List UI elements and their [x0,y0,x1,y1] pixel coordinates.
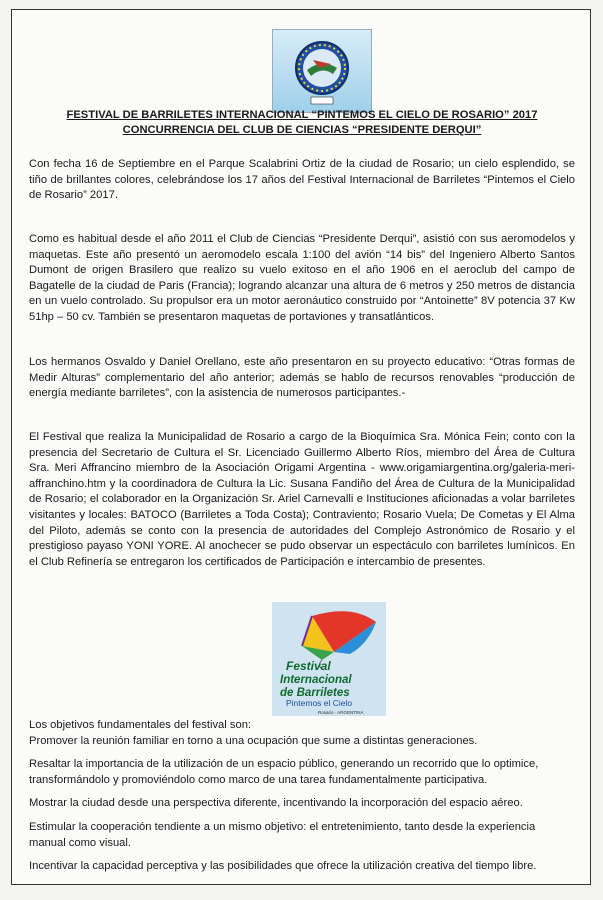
objective-item: Mostrar la ciudad desde una perspectiva diferente, incentivando la incorporación del espacio aéreo. [29,797,523,810]
paragraph-3: Los hermanos Osvaldo y Daniel Orellano, este año presentaron en su proyecto educativo: “Otras formas de Medir Alturas” complementario del año anterior; además se hablo de recursos renovables “producción de energía mediante barriletes”, con la asistencia de numerosos participantes.- [29,356,575,400]
emblem-icon [273,30,371,112]
festival-logo-line-2: Internacional [280,674,352,686]
objective-item: Resaltar la importancia de la utilización de un espacio público, generando un recorrido que lo optimice, transformándolo y promoviéndolo como marco de una tarea fundamentalmente participativa. [29,758,539,786]
paragraph-2: Como es habitual desde el año 2011 el Club de Ciencias “Presidente Derqui”, asistió con sus aeromodelos y maquetas. Este año presentó un aeromodelo escala 1:100 del avión “14 bis” del Ingeniero Alberto Santos Dumont de origen Brasilero que realizo su vuelo exitoso en el año 1906 en el aeroclub del campo de Bagatelle de la ciudad de Paris (Francia); logrando alcanzar una altura de 6 metros y 250 metros de distancia en un vuelo controlado. Su propulsor era un motor aeronáutico construido por “Antoinette” 8V potencia 37 Kw 51hp – 50 cv. También se presentaron maquetas de portaviones y transatlánticos. [29,233,575,323]
kite-icon [272,602,386,716]
paragraph-1: Con fecha 16 de Septiembre en el Parque Scalabrini Ortiz de la ciudad de Rosario; un cielo esplendido, se tiño de brillantes colores, celebrándose los 17 años del Festival Internacional de Barriletes “Pintemos el Cielo de Rosario” 2017. [29,158,575,202]
festival-logo-line-4: Pintemos el Cielo [286,698,353,708]
title-line-1: FESTIVAL DE BARRILETES INTERNACIONAL “PINTEMOS EL CIELO DE ROSARIO” 2017 [66,109,538,121]
festival-logo-line-5: Rosario · ARGENTINA [318,710,364,715]
festival-logo-line-3: de Barriletes [280,687,350,699]
title-line-2: CONCURRENCIA DEL CLUB DE CIENCIAS “PRESIDENTE DERQUI” [122,124,482,136]
paragraph-4: El Festival que realiza la Municipalidad de Rosario a cargo de la Bioquímica Sra. Mónica Fein; conto con la presencia del Secretario de Cultura el Sr. Licenciado Guillermo Alberto Ríos, miembro del Área de Cultura Sra. Meri Affrancino miembro de la Asociación Origami Argentina - www.origamiargentina.org/galeria-meri-affranchino.htm y la coordinadora de Cultura la Lic. Susana Fandiño del Área de Cultura de la Municipalidad de Rosario; el colaborador en la Organización Sr. Ariel Carnevalli e Instituciones aficionadas a volar barriletes visitantes y locales: BATOCO (Barriletes a Toda Costa); Contraviento; Rosario Vuela; De Cometas y El Alma del Piloto, además se conto con la presencia de autoridades del Complejo Astronómico de Rosario y el prestigioso payaso YONI YORE. Al anochecer se pudo observar un espectáculo con barriletes lumínicos. En el Club Refinería se entregaron los certificados de Participación e intercambio de presentes. [29,431,575,568]
objective-item: Incentivar la capacidad perceptiva y las posibilidades que ofrece la utilización creativa del tiempo libre. [29,860,537,873]
festival-logo-line-1: Festival [286,659,331,673]
objectives-heading: Los objetivos fundamentales del festival son: [29,719,252,731]
objectives-section [29,718,575,883]
club-emblem-logo [272,29,372,113]
festival-logo [272,602,386,716]
objective-item: Promover la reunión familiar en torno a una ocupación que sume a distintas generaciones. [29,734,478,747]
page-frame [11,9,591,885]
objective-item: Estimular la cooperación tendiente a un mismo objetivo: el entretenimiento, tanto desde la experiencia manual como visual. [29,820,536,849]
document-title [29,108,575,138]
